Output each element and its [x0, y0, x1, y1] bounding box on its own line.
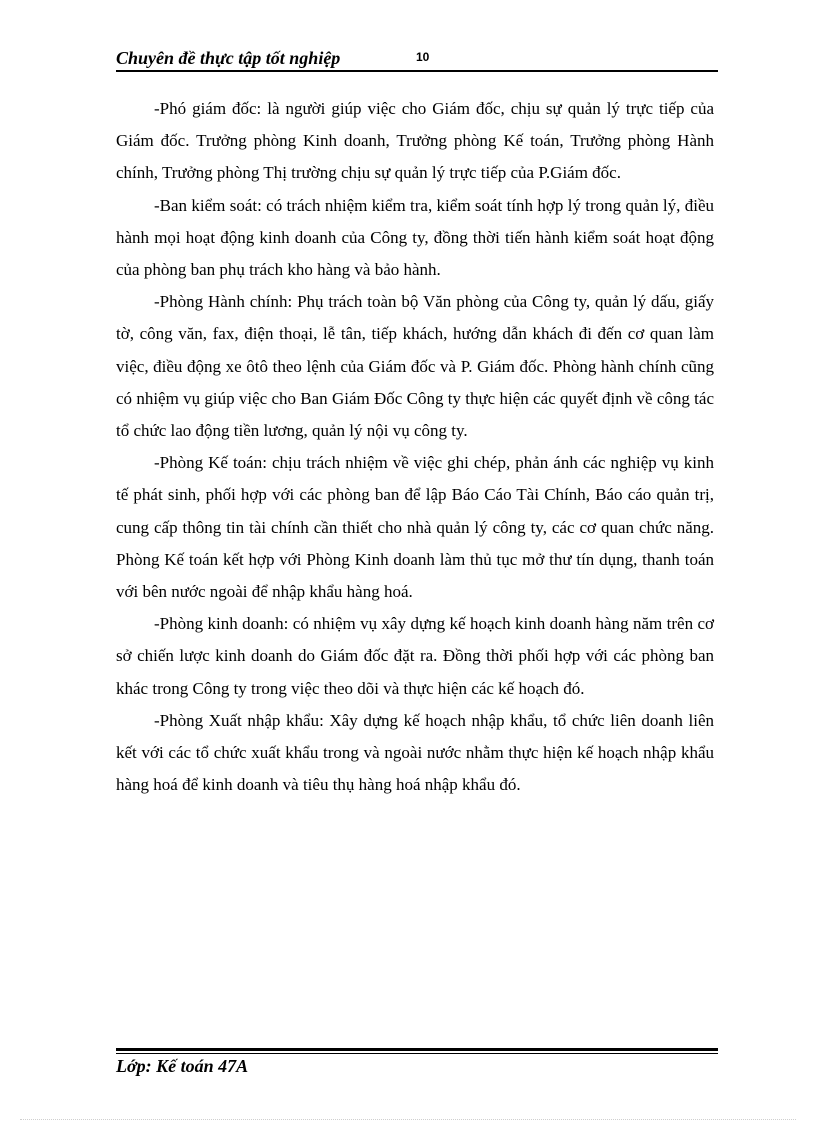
page-number: 10 [416, 50, 430, 64]
body-text [116, 93, 714, 801]
header-title: Chuyên đề thực tập tốt nghiệp [116, 48, 341, 68]
header-divider [116, 70, 718, 72]
page-header [116, 46, 718, 72]
paragraph-phong-kinh-doanh: -Phòng kinh doanh: có nhiệm vụ xây dựng kế hoạch kinh doanh hàng năm trên cơ sở chiến lược kinh doanh do Giám đốc đặt ra. Đồng thời phối hợp với các phòng ban khác trong Công ty trong việc theo dõi và thực hiện các kế hoạch đó. [116, 614, 714, 698]
paragraph-ban-kiem-soat: -Ban kiểm soát: có trách nhiệm kiểm tra, kiểm soát tính hợp lý trong quản lý, điều hành mọi hoạt động kinh doanh của Công ty, đồng thời tiến hành kiểm soát hoạt động của phòng ban phụ trách kho hàng và bảo hành. [116, 195, 714, 280]
paragraph-phong-hanh-chinh: -Phòng Hành chính: Phụ trách toàn bộ Văn phòng của Công ty, quản lý dấu, giấy tờ, công văn, fax, điện thoại, lễ tân, tiếp khách, hướng dẫn khách đi đến cơ quan làm việc, điều động xe ôtô theo lệnh của Giám đốc và P. Giám đốc. Phòng hành chính cũng có nhiệm vụ giúp việc cho Ban Giám Đốc Công ty thực hiện các quyết định về công tác tổ chức lao động tiền lương, quản lý nội vụ công ty. [116, 292, 714, 441]
paragraph-phong-xuat-nhap-khau: -Phòng Xuất nhập khẩu: Xây dựng kế hoạch nhập khẩu, tổ chức liên doanh liên kết với các tổ chức xuất khẩu trong và ngoài nước nhằm thực hiện kế hoạch nhập khẩu hàng hoá để kinh doanh và tiêu thụ hàng hoá nhập khẩu đó. [116, 710, 714, 795]
footer-class-label: Lớp: Kế toán 47A [116, 1056, 249, 1076]
page-bottom-border [20, 1119, 796, 1120]
paragraph-phong-ke-toan: -Phòng Kế toán: chịu trách nhiệm về việc ghi chép, phản ánh các nghiệp vụ kinh tế phát sinh, phối hợp với các phòng ban để lập Báo Cáo Tài Chính, Báo cáo quản trị, cung cấp thông tin tài chính cần thiết cho nhà quản lý công ty, các cơ quan chức năng. Phòng Kế toán kết hợp với Phòng Kinh doanh làm thủ tục mở thư tín dụng, thanh toán với bên nước ngoài để nhập khẩu hàng hoá. [116, 453, 714, 602]
paragraph-pho-giam-doc: -Phó giám đốc: là người giúp việc cho Giám đốc, chịu sự quản lý trực tiếp của Giám đốc. Trưởng phòng Kinh doanh, Trưởng phòng Kế toán, Trưởng phòng Hành chính, Trưởng phòng Thị trường chịu sự quản lý trực tiếp của P.Giám đốc. [116, 99, 714, 183]
footer-divider-thin [116, 1053, 718, 1054]
footer-divider-thick [116, 1048, 718, 1051]
